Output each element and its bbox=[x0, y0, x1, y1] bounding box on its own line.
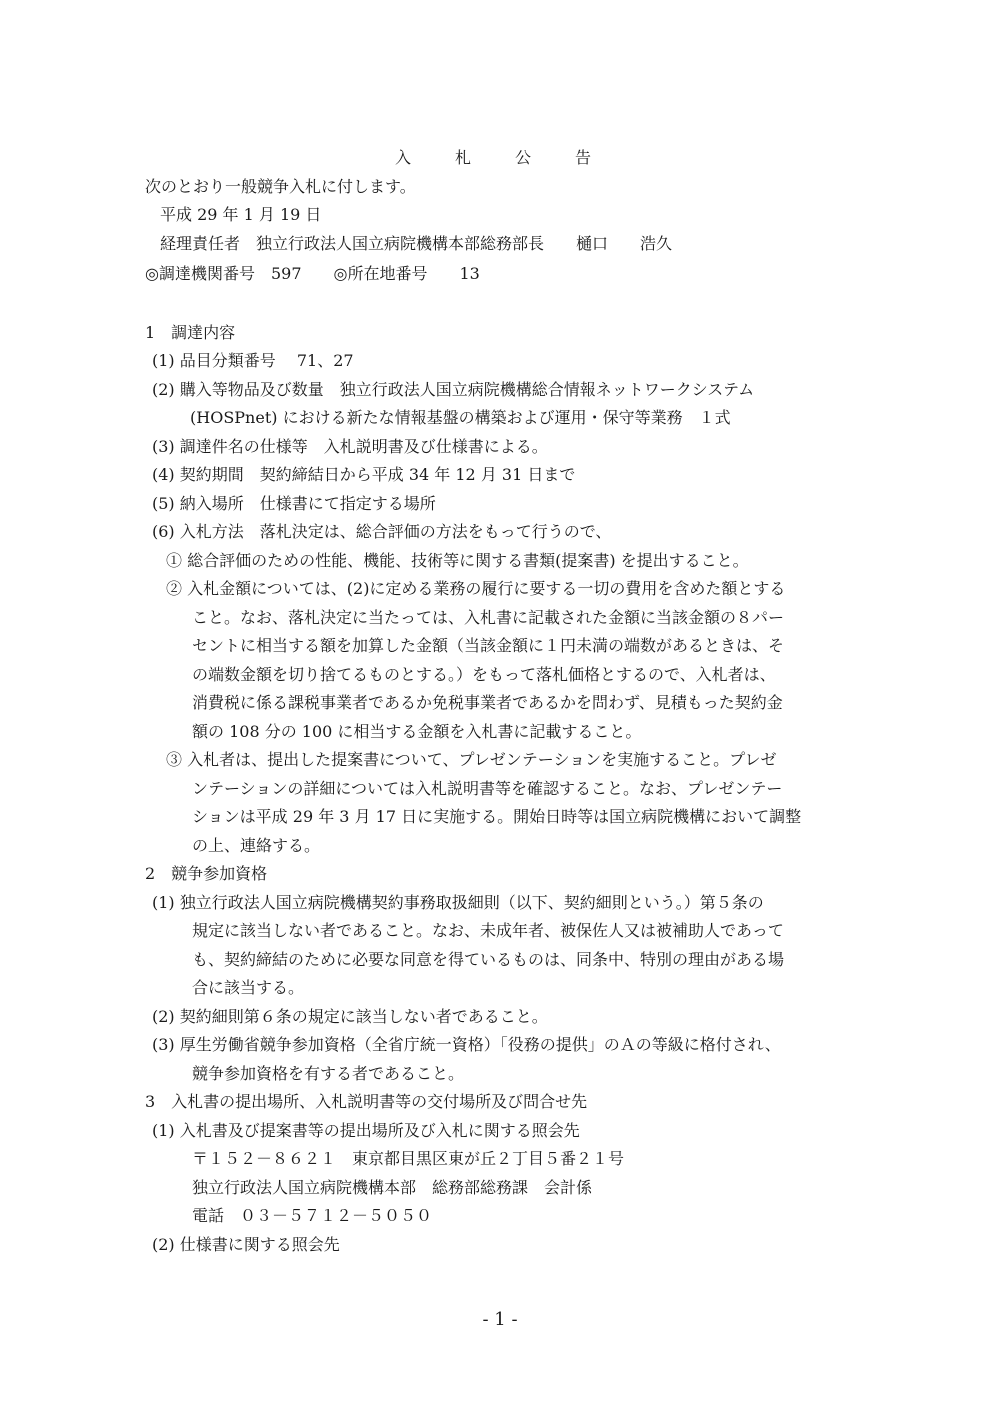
section-1-item-1: (1) 品目分類番号 71、27 bbox=[152, 351, 354, 370]
bid-method-point-2-cont: こと。なお、落札決定に当たっては、入札書に記載された金額に当該金額の８パー bbox=[192, 608, 785, 627]
section-1-heading: 1 調達内容 bbox=[145, 323, 236, 342]
section-2-item-2: (2) 契約細則第６条の規定に該当しない者であること。 bbox=[152, 1007, 548, 1026]
agency-codes: ◎調達機関番号 597 ◎所在地番号 13 bbox=[145, 264, 480, 283]
notice-date: 平成 29 年 1 月 19 日 bbox=[160, 205, 322, 224]
section-3-heading: 3 入札書の提出場所、入札説明書等の交付場所及び問合せ先 bbox=[145, 1092, 588, 1111]
section-1-item-2-cont: (HOSPnet) における新たな情報基盤の構築および運用・保守等業務 １式 bbox=[190, 408, 731, 427]
section-1-item-5: (5) 納入場所 仕様書にて指定する場所 bbox=[152, 494, 436, 513]
page-number: - 1 - bbox=[482, 1309, 518, 1330]
bid-method-point-2-cont: 消費税に係る課税事業者であるか免税事業者であるかを問わず、見積もった契約金 bbox=[192, 693, 783, 712]
section-1-item-2: (2) 購入等物品及び数量 独立行政法人国立病院機構総合情報ネットワークシステム bbox=[152, 380, 755, 399]
bid-method-point-3-cont: ションは平成 29 年 3 月 17 日に実施する。開始日時等は国立病院機構において調整 bbox=[192, 807, 802, 826]
document-title: 入 札 公 告 bbox=[394, 148, 605, 167]
bid-method-point-2-cont: 額の 108 分の 100 に相当する金額を入札書に記載すること。 bbox=[192, 722, 642, 741]
bid-method-point-1: ① 総合評価のための性能、機能、技術等に関する書類(提案書) を提出すること。 bbox=[166, 551, 749, 570]
section-1-item-6: (6) 入札方法 落札決定は、総合評価の方法をもって行うので、 bbox=[152, 522, 612, 541]
section-2-heading: 2 競争参加資格 bbox=[145, 864, 268, 883]
bid-method-point-2: ② 入札金額については、(2)に定める業務の履行に要する一切の費用を含めた額とする bbox=[166, 579, 786, 598]
section-1-item-4: (4) 契約期間 契約締結日から平成 34 年 12 月 31 日まで bbox=[152, 465, 576, 484]
contact-address: 〒１５２－８６２１ 東京都目黒区東が丘２丁目５番２１号 bbox=[192, 1149, 625, 1168]
section-2-item-3: (3) 厚生労働省競争参加資格（全省庁統一資格）「役務の提供」のＡの等級に格付され、 bbox=[152, 1035, 781, 1054]
section-2-item-1-cont: 規定に該当しない者であること。なお、未成年者、被保佐人又は被補助人であって bbox=[192, 921, 784, 940]
contact-phone: 電話 ０３－５７１２－５０５０ bbox=[192, 1206, 433, 1225]
bid-method-point-3-cont: の上、連絡する。 bbox=[192, 836, 321, 855]
section-1-item-3: (3) 調達件名の仕様等 入札説明書及び仕様書による。 bbox=[152, 437, 548, 456]
section-3-item-2: (2) 仕様書に関する照会先 bbox=[152, 1235, 340, 1254]
bid-method-point-3-cont: ンテーションの詳細については入札説明書等を確認すること。なお、プレゼンテー bbox=[192, 779, 783, 798]
responsible-official: 経理責任者 独立行政法人国立病院機構本部総務部長 樋口 浩久 bbox=[160, 234, 673, 253]
section-2-item-1-cont: も、契約締結のために必要な同意を得ているものは、同条中、特別の理由がある場 bbox=[192, 950, 785, 969]
section-2-item-1: (1) 独立行政法人国立病院機構契約事務取扱細則（以下、契約細則という。）第５条の bbox=[152, 893, 764, 912]
section-3-item-1: (1) 入札書及び提案書等の提出場所及び入札に関する照会先 bbox=[152, 1121, 580, 1140]
intro-text: 次のとおり一般競争入札に付します。 bbox=[145, 177, 416, 196]
contact-organization: 独立行政法人国立病院機構本部 総務部総務課 会計係 bbox=[192, 1178, 593, 1197]
bid-method-point-3: ③ 入札者は、提出した提案書について、プレゼンテーションを実施すること。プレゼ bbox=[166, 750, 777, 769]
section-2-item-3-cont: 競争参加資格を有する者であること。 bbox=[192, 1064, 465, 1083]
bid-method-point-2-cont: の端数金額を切り捨てるものとする。）をもって落札価格とするので、入札者は、 bbox=[192, 665, 776, 684]
section-2-item-1-cont: 合に該当する。 bbox=[192, 978, 305, 997]
bid-method-point-2-cont: セントに相当する額を加算した金額（当該金額に１円未満の端数があるときは、そ bbox=[192, 636, 785, 655]
